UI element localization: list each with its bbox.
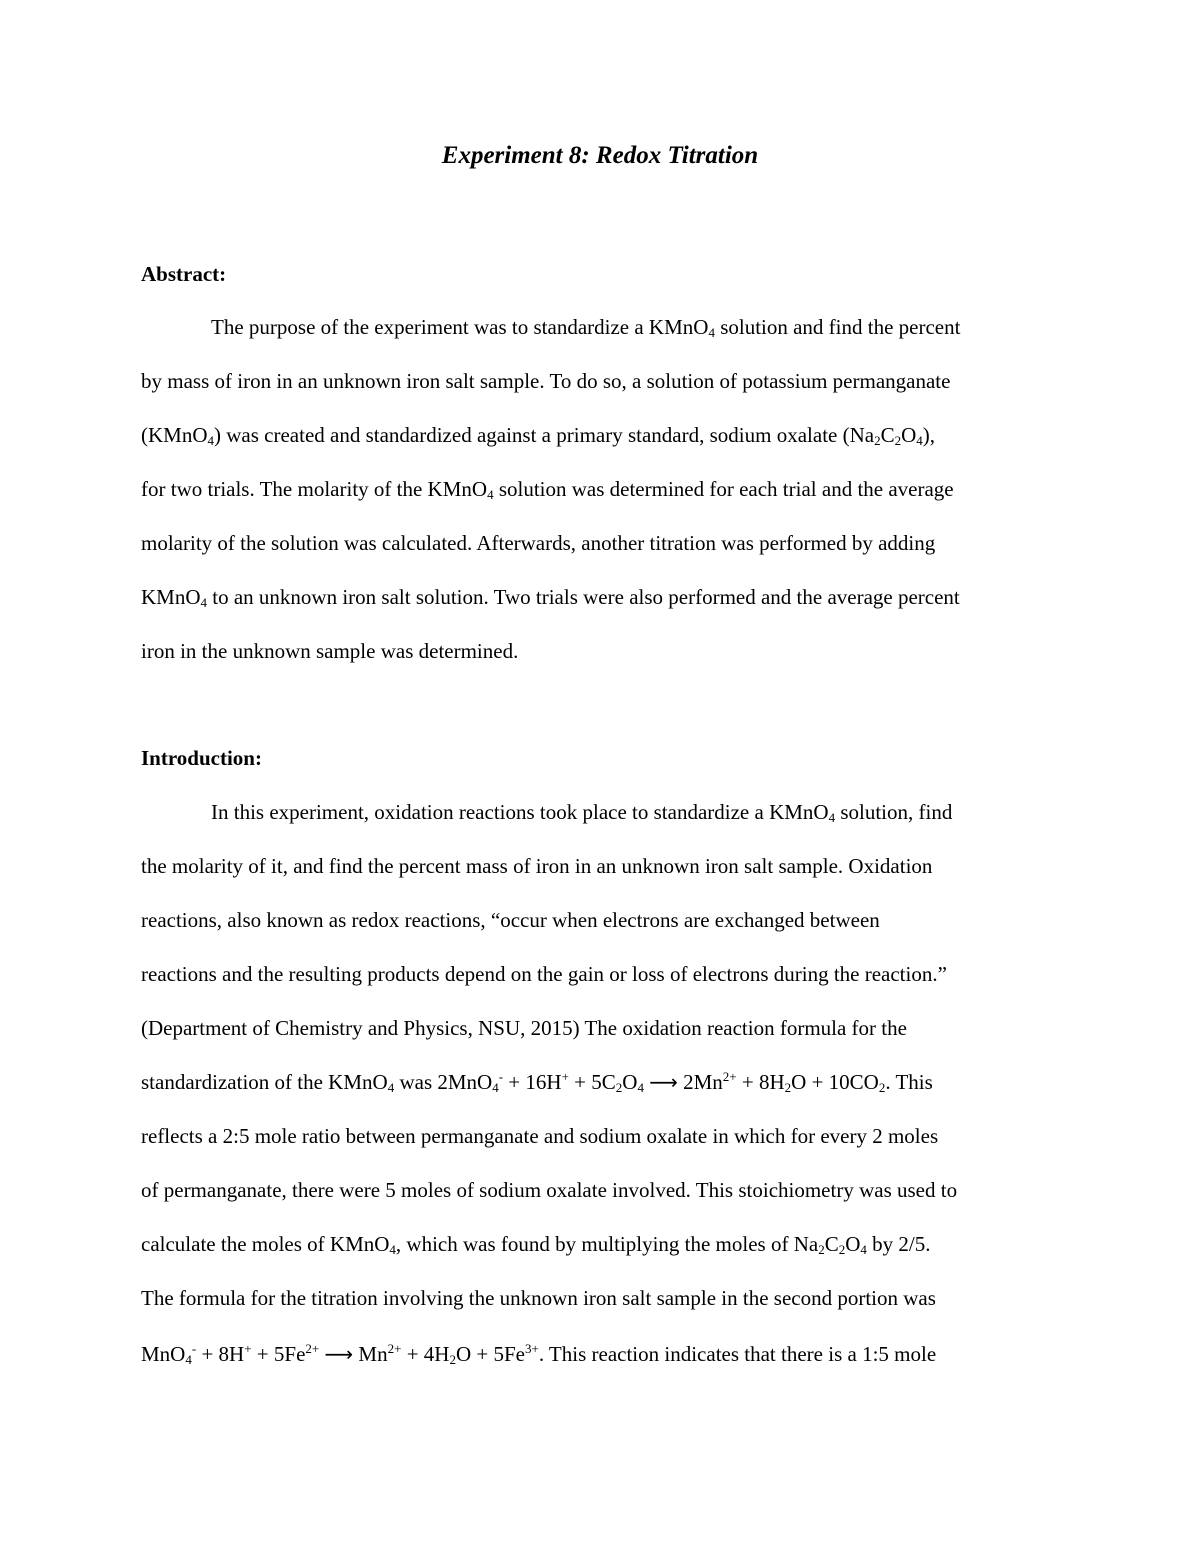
intro-line-5: (Department of Chemistry and Physics, NSU, 2015) The oxidation reaction formula for the — [141, 1016, 907, 1040]
reaction-arrow-icon: ⟶ — [649, 1070, 678, 1094]
intro-line-9: calculate the moles of KMnO$_4$, which was found by multiplying the moles of $Na_2C_2O_4$ by 2/5. — [141, 1232, 931, 1257]
intro-line-8: of permanganate, there were 5 moles of sodium oxalate involved. This stoichiometry was used to — [141, 1178, 958, 1202]
introduction-heading: Introduction: — [141, 746, 262, 770]
intro-line-7: reflects a 2:5 mole ratio between permanganate and sodium oxalate in which for every 2 moles — [141, 1124, 939, 1148]
abstract-line-6: KMnO$_4$ to an unknown iron salt solution. Two trials were also performed and the average percent — [141, 585, 960, 610]
intro-line-11-equation-2: $MnO_4^- + 8H^+ + 5Fe^{2+}$ ⟶ $Mn^{2+} + 4H_2O + 5Fe^{3+}$. This reaction indicates that there is a 1:5 mole — [141, 1341, 937, 1367]
intro-line-4: reactions and the resulting products depend on the gain or loss of electrons during the reaction.” — [141, 962, 947, 986]
intro-line-6-equation-1: standardization of the KMnO$_4$ was $2MnO_4^- + 16H^+ + 5C_2O_4$ ⟶ $2Mn^{2+} + 8H_2O + 10CO_2$. This — [141, 1069, 933, 1095]
abstract-line-5: molarity of the solution was calculated. Afterwards, another titration was performed by adding — [141, 531, 936, 555]
document-title: Experiment 8: Redox Titration — [441, 142, 759, 169]
abstract-line-2: by mass of iron in an unknown iron salt sample. To do so, a solution of potassium permanganate — [141, 369, 951, 393]
reaction-arrow-icon: ⟶ — [324, 1342, 354, 1366]
intro-line-10: The formula for the titration involving the unknown iron salt sample in the second portion was — [141, 1286, 936, 1310]
intro-line-3: reactions, also known as redox reactions, “occur when electrons are exchanged between — [141, 908, 880, 932]
abstract-heading: Abstract: — [141, 262, 227, 286]
intro-line-2: the molarity of it, and find the percent mass of iron in an unknown iron salt sample. Oxidation — [141, 854, 933, 878]
abstract-line-7: iron in the unknown sample was determined. — [141, 639, 519, 663]
intro-line-1: In this experiment, oxidation reactions took place to standardize a KMnO$_4$ solution, find — [211, 800, 953, 825]
abstract-line-3: (KMnO$_4$) was created and standardized against a primary standard, sodium oxalate $(Na_2C_2O_4)$, — [141, 423, 936, 448]
abstract-line-1: The purpose of the experiment was to standardize a KMnO$_4$ solution and find the percent — [211, 315, 961, 340]
abstract-line-4: for two trials. The molarity of the KMnO$_4$ solution was determined for each trial and the average — [141, 477, 954, 502]
